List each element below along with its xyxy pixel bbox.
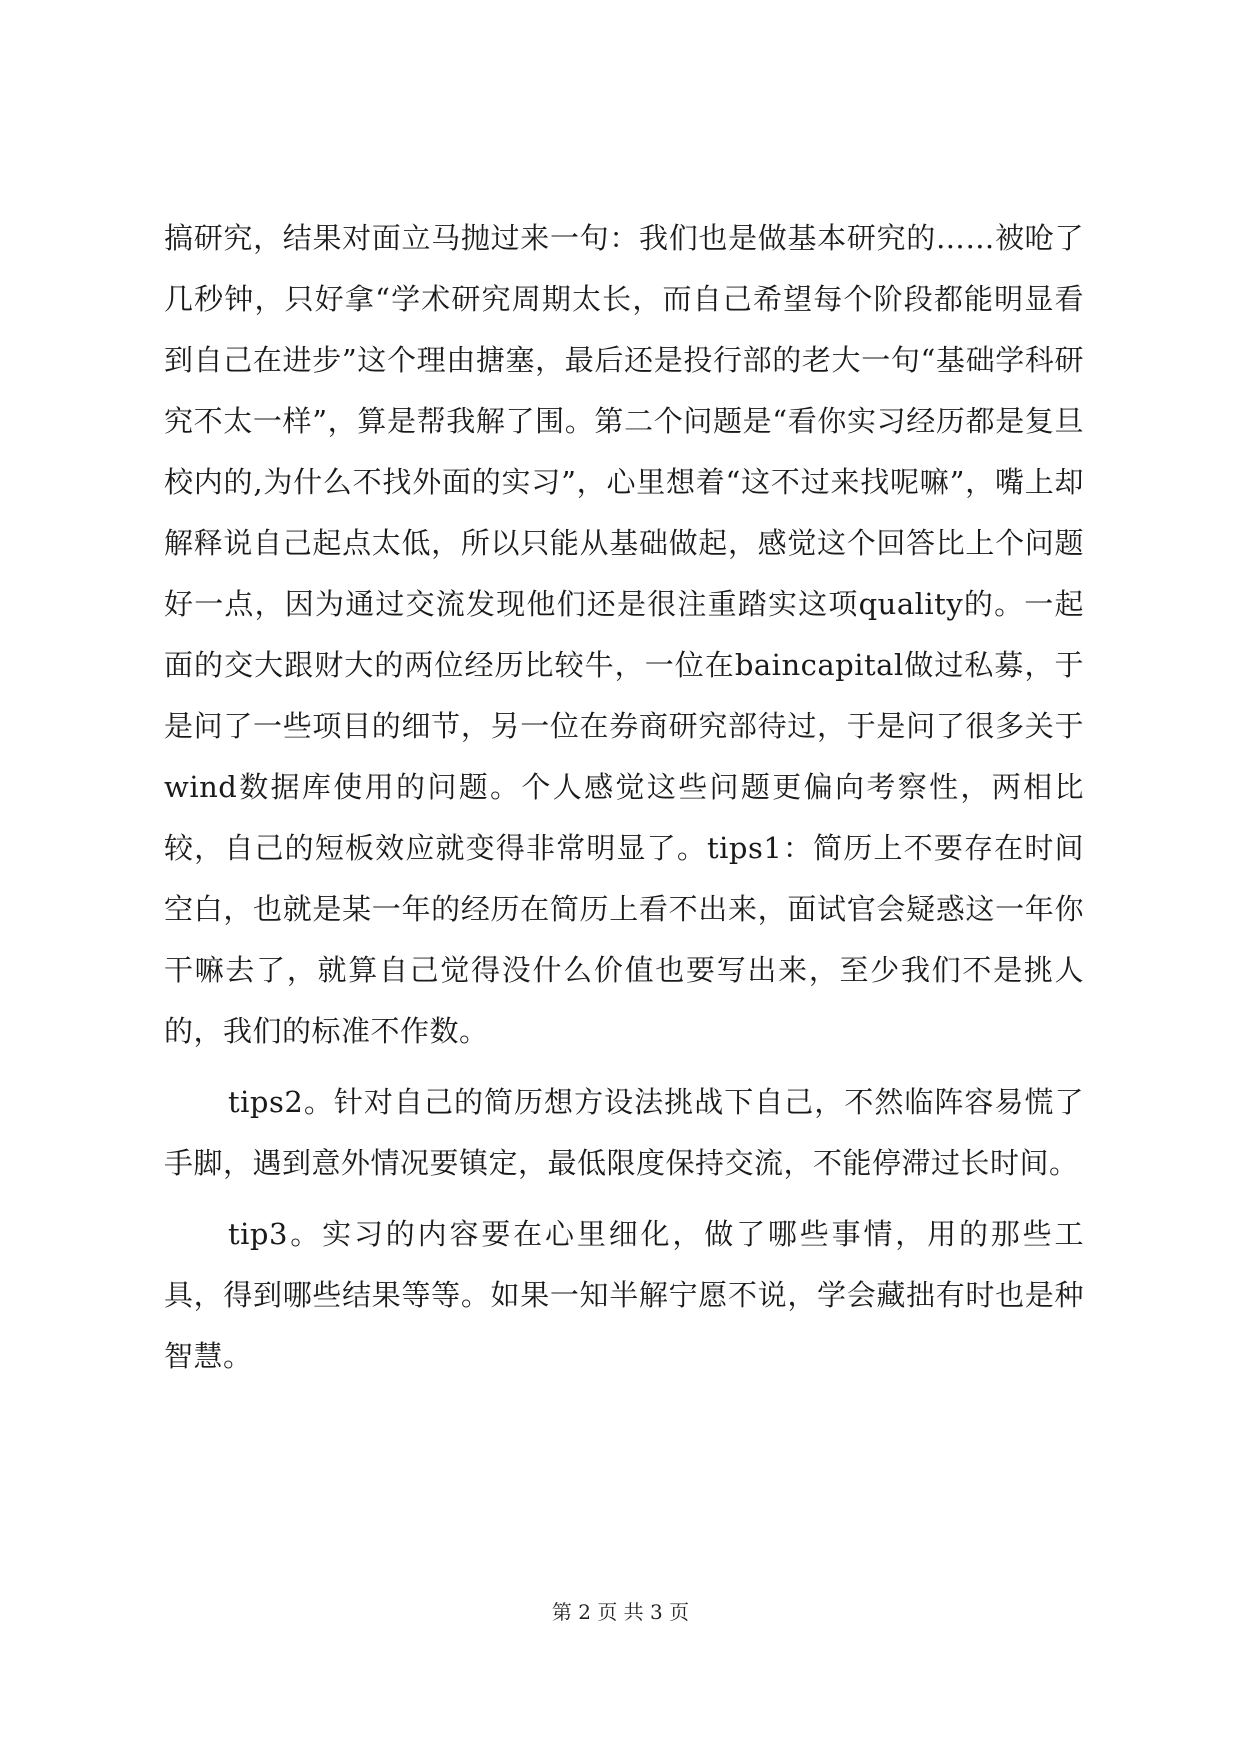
page-footer: 第 2 页 共 3 页 — [551, 1600, 690, 1624]
document-body — [164, 208, 1084, 1387]
paragraph-2: tips2。针对自己的简历想方设法挑战下自己，不然临阵容易慌了手脚，遇到意外情况要镇定，最低限度保持交流，不能停滞过长时间。 — [164, 1085, 1084, 1180]
paragraph-1: 搞研究，结果对面立马抛过来一句：我们也是做基本研究的……被呛了几秒钟，只好拿“学术研究周期太长，而自己希望每个阶段都能明显看到自己在进步”这个理由搪塞，最后还是投行部的老大一句“基础学科研究不太一样”，算是帮我解了围。第二个问题是“看你实习经历都是复旦校内的,为什么不找外面的实习”，心里想着“这不过来找呢嘛”，嘴上却解释说自己起点太低，所以只能从基础做起，感觉这个回答比上个问题好一点，因为通过交流发现他们还是很注重踏实这项quality的。一起面的交大跟财大的两位经历比较牛，一位在baincapital做过私募，于是问了一些项目的细节，另一位在券商研究部待过，于是问了很多关于wind数据库使用的问题。个人感觉这些问题更偏向考察性，两相比较，自己的短板效应就变得非常明显了。tips1：简历上不要存在时间空白，也就是某一年的经历在简历上看不出来，面试官会疑惑这一年你干嘛去了，就算自己觉得没什么价值也要写出来，至少我们不是挑人的，我们的标准不作数。 — [164, 221, 1084, 1048]
paragraph-3: tip3。实习的内容要在心里细化，做了哪些事情，用的那些工具，得到哪些结果等等。如果一知半解宁愿不说，学会藏拙有时也是种智慧。 — [164, 1217, 1084, 1373]
